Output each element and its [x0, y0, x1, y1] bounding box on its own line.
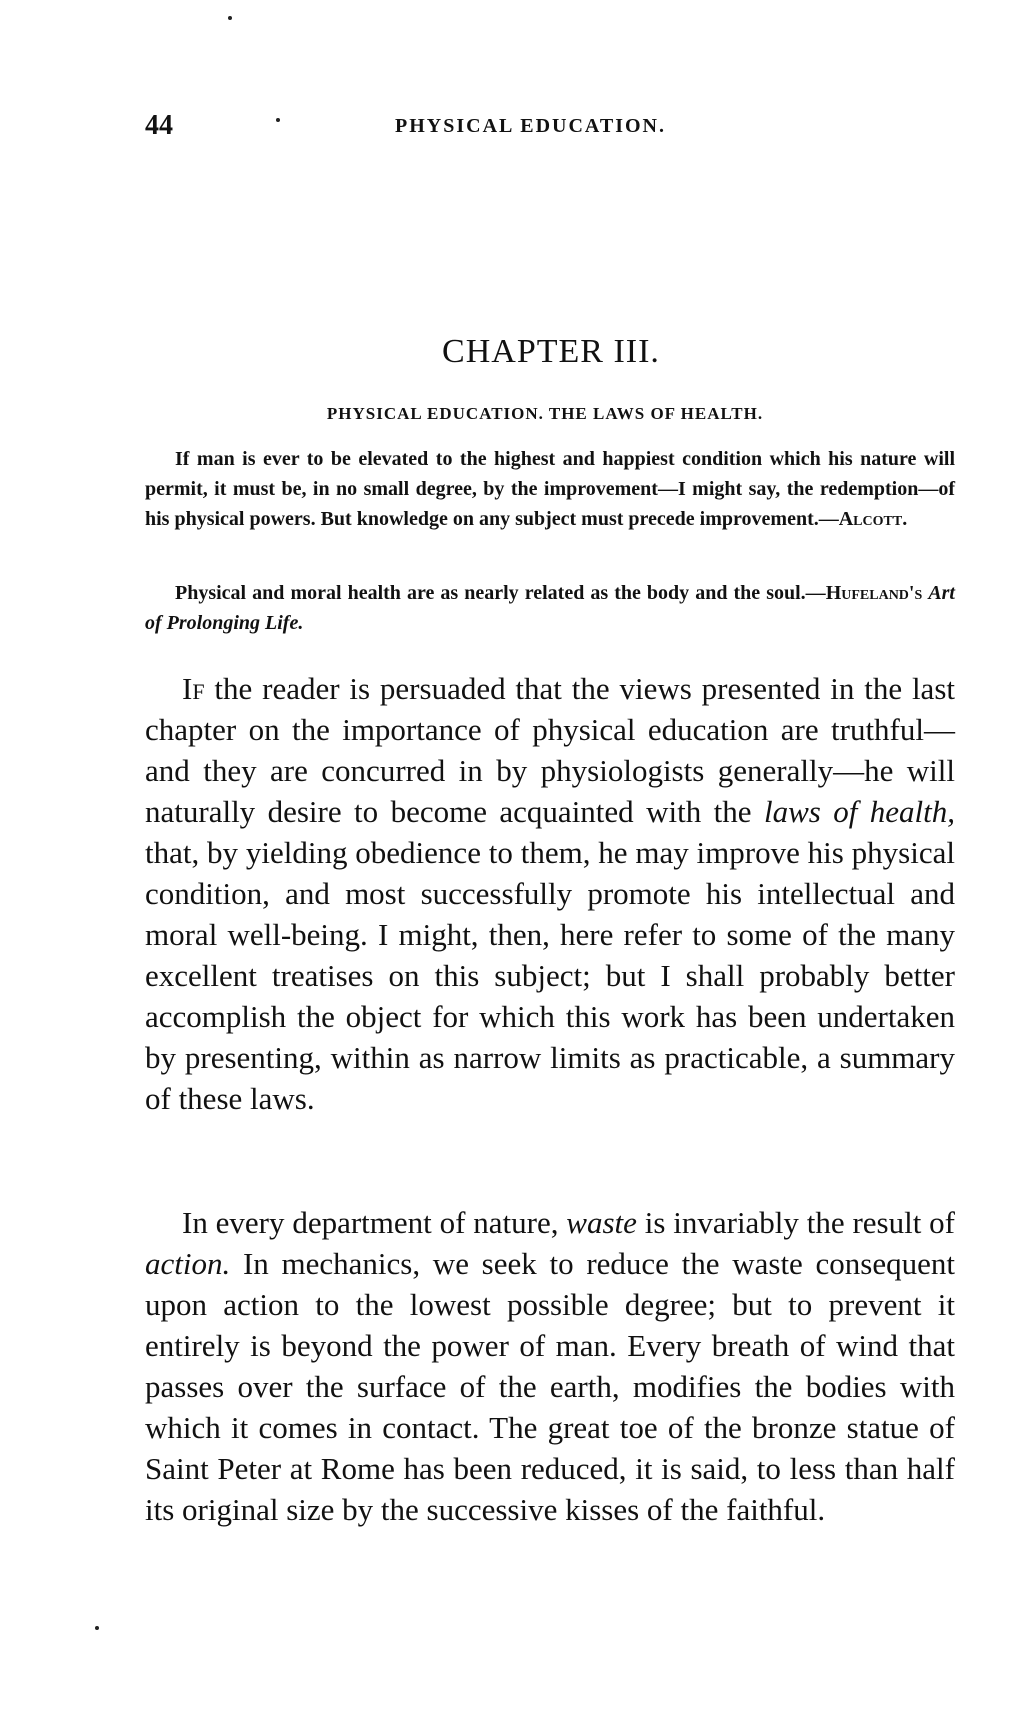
epigraph-work-title: Art of Prolonging Life.	[145, 582, 955, 634]
epigraph	[145, 444, 955, 534]
page-number: 44	[145, 110, 173, 141]
paragraph-segment: the reader is persuaded that the views presented in the last chapter on the importance of physical education are truthful—and they are concurred in by physiologists generally—he will naturally desire to become acquainted with the	[145, 671, 955, 829]
page-header	[145, 110, 880, 150]
body-paragraph	[145, 668, 955, 1119]
epigraph-text: If man is ever to be elevated to the highest and happiest condition which his nature will permit, it must be, in no small degree, by the improvement—I might say, the redemption—of his physical powers. But knowledge on any subject must precede improvement.—	[145, 448, 955, 530]
paragraph-emphasis: waste	[566, 1205, 637, 1240]
epigraph	[145, 578, 955, 638]
epigraph-paragraph	[145, 578, 955, 638]
paragraph-segment: In every department of nature,	[182, 1205, 567, 1240]
chapter-subtitle: PHYSICAL EDUCATION. THE LAWS OF HEALTH.	[326, 404, 764, 423]
paragraph-segment: that, by yielding obedience to them, he may improve his physical condition, and most successfully promote his intellectual and moral well-being. I might, then, here refer to some of the many excellent treatises on this subject; but I shall probably better accomplish the object for which this work has been undertaken by presenting, within as narrow limits as practicable, a summary of these laws.	[145, 835, 955, 1116]
chapter-heading	[0, 333, 1022, 371]
ink-speck	[95, 1626, 99, 1630]
paragraph-dropcap: If	[182, 671, 205, 706]
epigraph-author: Alcott.	[838, 508, 908, 530]
epigraph-paragraph	[145, 444, 955, 534]
epigraph-text: Physical and moral health are as nearly related as the body and the soul.—	[175, 582, 826, 604]
chapter-title: CHAPTER III.	[442, 333, 660, 370]
running-title: PHYSICAL EDUCATION.	[395, 115, 666, 137]
epigraph-author: Hufeland's	[825, 582, 923, 604]
paragraph-segment: is invariably the result of	[636, 1205, 955, 1240]
paragraph-text	[145, 1202, 955, 1530]
paragraph-segment: In mechanics, we seek to reduce the waste consequent upon action to the lowest possible degree; but to prevent it entirely is beyond the power of man. Every breath of wind that passes over the surface of the earth, modifies the bodies with which it comes in contact. The great toe of the bronze statue of Saint Peter at Rome has been reduced, it is said, to less than half its original size by the successive kisses of the faithful.	[145, 1246, 955, 1527]
paragraph-emphasis: laws of health,	[763, 794, 956, 829]
body-paragraph	[145, 1202, 955, 1530]
paragraph-text	[145, 668, 955, 1119]
ink-speck	[228, 16, 232, 20]
paragraph-emphasis: action.	[145, 1246, 231, 1281]
